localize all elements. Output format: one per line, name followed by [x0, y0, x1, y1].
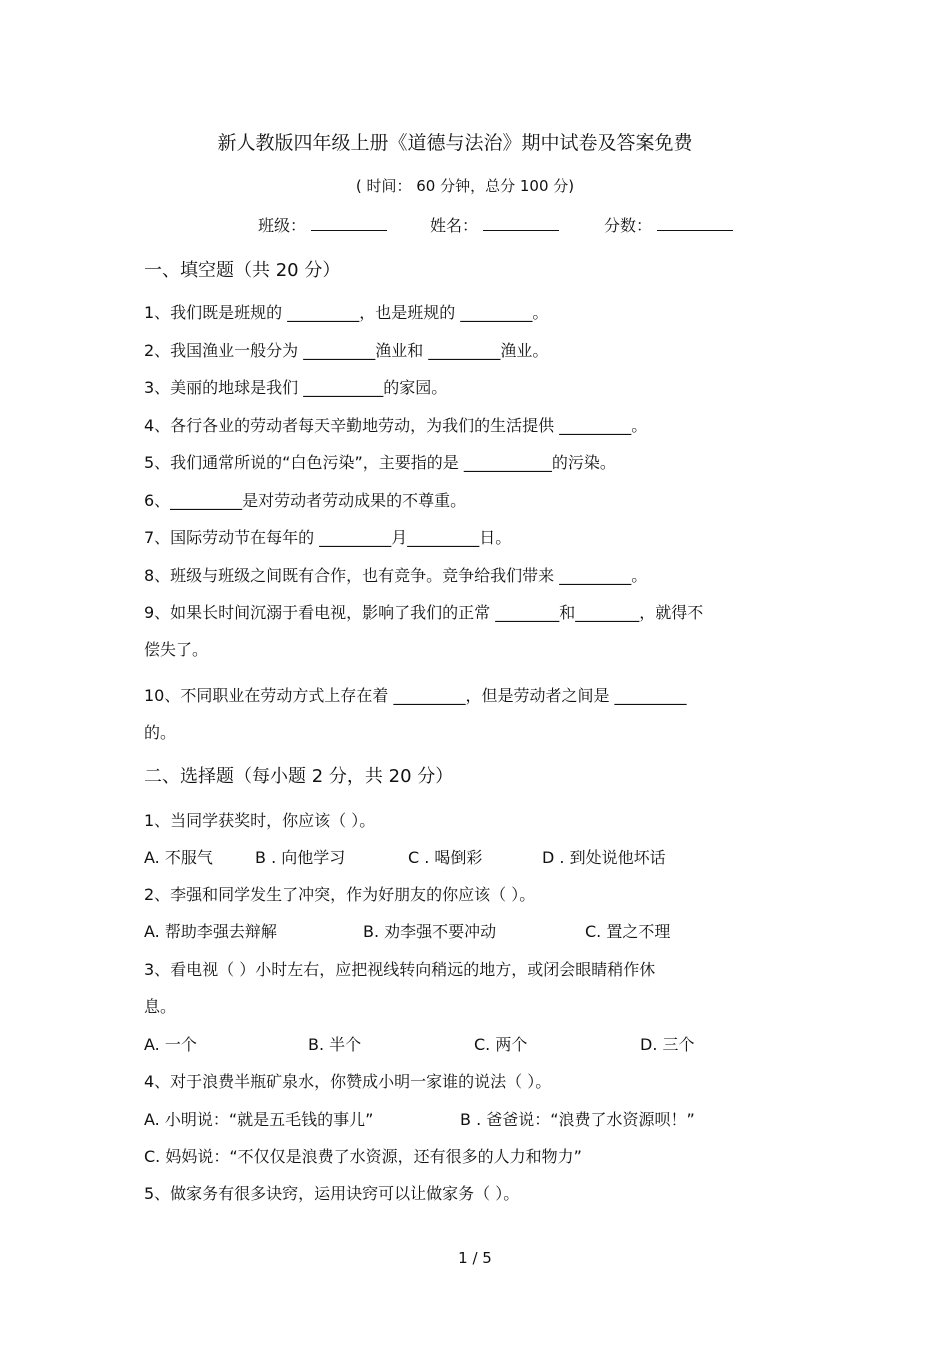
question-2-1-option-c: C . 喝倒彩 — [408, 848, 483, 867]
exam-title: 新人教版四年级上册《道德与法治》期中试卷及答案免费 — [217, 132, 693, 154]
question-2-4: 4、对于浪费半瓶矿泉水，你赞成小明一家谁的说法（ ）。 — [144, 1072, 552, 1091]
question-1-7: 7、国际劳动节在每年的 _________月_________日。 — [144, 528, 512, 547]
question-1-10-cont: 的。 — [144, 723, 177, 742]
exam-time-info: ( 时间： 60 分钟，总分 100 分) — [355, 177, 575, 195]
class-field — [258, 212, 387, 236]
question-1-9: 9、如果长时间沉溺于看电视，影响了我们的正常 ________和________，就得不 — [144, 603, 704, 622]
question-2-4-option-b: B . 爸爸说：“浪费了水资源呗！” — [460, 1110, 695, 1129]
name-field — [430, 212, 559, 236]
question-2-2-option-c: C. 置之不理 — [585, 922, 671, 941]
question-2-3-option-b: B. 半个 — [308, 1035, 362, 1054]
question-1-1: 1、我们既是班规的 _________，也是班规的 _________。 — [144, 303, 549, 322]
question-2-1-option-d: D . 到处说他坏话 — [542, 848, 666, 867]
question-2-1-option-b: B . 向他学习 — [255, 848, 346, 867]
score-field — [604, 212, 733, 236]
question-2-2-option-a: A. 帮助李强去辩解 — [144, 922, 277, 941]
section-heading-fill-blank: 一、填空题（共 20 分） — [144, 260, 341, 281]
question-1-6: 6、_________是对劳动者劳动成果的不尊重。 — [144, 491, 467, 510]
score-blank — [657, 212, 733, 231]
question-2-3-option-c: C. 两个 — [474, 1035, 528, 1054]
question-1-4: 4、各行各业的劳动者每天辛勤地劳动，为我们的生活提供 _________。 — [144, 416, 648, 435]
question-2-1-option-a: A. 不服气 — [144, 848, 213, 867]
page-number: 1 / 5 — [458, 1249, 492, 1267]
question-2-5: 5、做家务有很多诀窍，运用诀窍可以让做家务（ ）。 — [144, 1184, 520, 1203]
question-1-9-cont: 偿失了。 — [144, 640, 209, 659]
score-label: 分数： — [604, 216, 653, 235]
question-2-3-option-d: D. 三个 — [640, 1035, 695, 1054]
question-2-2-option-b: B. 劝李强不要冲动 — [363, 922, 497, 941]
name-label: 姓名： — [430, 216, 479, 235]
question-2-3-option-a: A. 一个 — [144, 1035, 197, 1054]
question-1-10: 10、不同职业在劳动方式上存在着 _________，但是劳动者之间是 _________ — [144, 686, 687, 705]
question-1-5: 5、我们通常所说的“白色污染”，主要指的是 ___________的污染。 — [144, 453, 616, 472]
name-blank — [483, 212, 559, 231]
question-1-8: 8、班级与班级之间既有合作，也有竞争。竞争给我们带来 _________。 — [144, 566, 648, 585]
question-1-2: 2、我国渔业一般分为 _________渔业和 _________渔业。 — [144, 341, 549, 360]
question-2-4-option-a: A. 小明说：“就是五毛钱的事儿” — [144, 1110, 374, 1129]
class-blank — [311, 212, 387, 231]
question-2-1: 1、当同学获奖时，你应该（ ）。 — [144, 811, 376, 830]
class-label: 班级： — [258, 216, 307, 235]
question-2-3: 3、看电视（ ）小时左右，应把视线转向稍远的地方，或闭会眼睛稍作休 — [144, 960, 656, 979]
question-2-2: 2、李强和同学发生了冲突，作为好朋友的你应该（ ）。 — [144, 885, 536, 904]
question-2-3-cont: 息。 — [144, 997, 177, 1016]
question-2-4-option-c: C. 妈妈说：“不仅仅是浪费了水资源，还有很多的人力和物力” — [144, 1147, 582, 1166]
question-1-3: 3、美丽的地球是我们 __________的家园。 — [144, 378, 448, 397]
section-heading-choice: 二、选择题（每小题 2 分，共 20 分） — [144, 766, 454, 787]
